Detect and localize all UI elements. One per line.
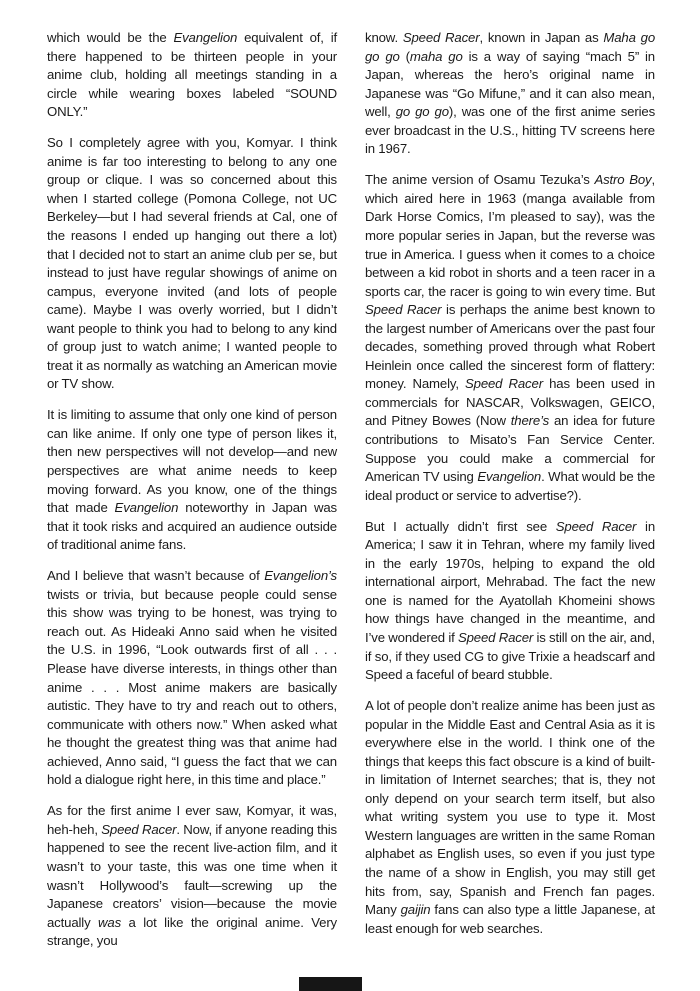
text-column-left	[47, 29, 337, 951]
italic-text: Maha go go go	[365, 30, 656, 64]
italic-text: go go go	[395, 104, 449, 120]
paragraph: But I actually didn’t first see Speed Racer in America; I saw it in Tehran, where my family lived in the early 1970s, helping to expand the old international airport, Mehrabad. The fact the new one is named for the Ayatollah Khomeini shows how things have changed in the meantime, and I’ve wondered if Speed Racer is still on the air, and, if so, if they used CG to give Trixie a headscarf and Speed a faceful of beard stubble.	[365, 518, 656, 683]
italic-text: maha go	[409, 48, 463, 64]
italic-text: Evangelion	[173, 30, 238, 45]
italic-text: Evangelion	[477, 469, 542, 485]
italic-text: Speed Racer	[101, 821, 177, 837]
paragraph: which would be the Evangelion equivalent of, if there happened to be thirteen people in your anime club, holding all meetings standing in a circle while wearing boxes labeled “SOUND ONLY.”	[47, 30, 337, 120]
paragraph: know. Speed Racer, known in Japan as Maha go go go (maha go is a way of saying “mach 5” in Japan, whereas the hero’s original name in Japanese was “Go Mifune,” and it can also mean, well, go go go), was one of the first anime series ever broadcast in the U.S., hitting TV screens here in 1967.	[365, 30, 656, 157]
paragraph: The anime version of Osamu Tezuka’s Astro Boy, which aired here in 1963 (manga available from Dark Horse Comics, I’m pleased to say), was the more popular series in Japan, but the reverse was true in America. I guess when it comes to a choice between a kid robot in shorts and a teen racer in a sports car, the racer is going to win every time. But Speed Racer is perhaps the anime best known to the largest number of Americans over the past four decades, something proved through what Robert Heinlein once called the sincerest form of flattery: money. Namely, Speed Racer has been used in commercials for NASCAR, Volkswagen, GEICO, and Pitney Bowes (Now there’s an idea for future contributions to Misato’s Fan Service Center. Suppose you could make a commercial for American TV using Evangelion. What would be the ideal product or service to advertise?).	[365, 172, 656, 503]
paragraph: And I believe that wasn’t because of Evangelion’s twists or trivia, but because people could sense this show was trying to be honest, was trying to reach out. As Hideaki Anno said when he visited the U.S. in 1996, “Look outwards first of all . . . Please have diverse interests, in things other than anime . . . Most anime makers are basically autistic. They have to try and reach out to others, communicate with others now.” When asked what he thought the greatest thing was that anime had achieved, Anno said, “I guess the fact that we can hold a dialogue right here, in this time and place.”	[47, 568, 337, 788]
italic-text: was	[98, 914, 122, 930]
paragraph: A lot of people don’t realize anime has been just as popular in the Middle East and Central Asia as it is everywhere else in the world. I think one of the things that keeps this fact obscure is a kind of built-in limitation of Internet searches; that is, they not only depend on your search term itself, but also what writing system you use to type it. Most Western languages are written in the same Roman alphabet as English uses, so even if you just type the name of a show in English, you may still get hits from, say, Spanish and French fan pages. Many gaijin fans can also type a little Japanese, at least enough for web searches.	[365, 698, 655, 936]
italic-text: Evangelion’s	[264, 568, 337, 584]
italic-text: gaijin	[400, 902, 431, 918]
italic-text: Evangelion	[114, 500, 179, 516]
italic-text: there’s	[510, 413, 550, 429]
paragraph: So I completely agree with you, Komyar. I think anime is far too interesting to belong to any one group or clique. I was so concerned about this when I started college (Pomona College, not UC Berkeley—but I had several friends at Cal, one of the reasons I ended up hanging out there a lot) that I decided not to start an anime club per se, but instead to just have regular showings of anime on campus, everyone invited (and lots of people came). Maybe I was overly worried, but I didn’t want people to think you had to belong to any kind of group just to watch anime; I wanted people to treat it as normally as watching an American movie or TV show.	[47, 135, 337, 392]
italic-text: Speed Racer	[457, 629, 534, 645]
two-column-text-layout	[47, 29, 655, 951]
text-column-right	[365, 29, 655, 951]
italic-text: Speed Racer	[365, 302, 442, 318]
italic-text: Astro Boy	[594, 172, 652, 188]
paragraph: As for the first anime I ever saw, Komyar, it was, heh-heh, Speed Racer. Now, if anyone reading this happened to see the recent live-action film, and it wasn’t to your taste, this was one time when it wasn’t Hollywood’s fault—screwing up the Japanese creators’ vision—because the movie actually was a lot like the original anime. Very strange, you	[47, 803, 338, 949]
page-footer-mark	[299, 977, 362, 991]
italic-text: Speed Racer	[464, 376, 543, 392]
italic-text: Speed Racer	[402, 30, 480, 45]
paragraph: It is limiting to assume that only one kind of person can like anime. If only one type of person likes it, then new perspectives will not develop—and new perspectives are what anime needs to keep moving forward. As you know, one of the things that made Evangelion noteworthy in Japan was that it took risks and acquired an audience outside of traditional anime fans.	[47, 407, 337, 553]
italic-text: Speed Racer	[555, 518, 637, 534]
